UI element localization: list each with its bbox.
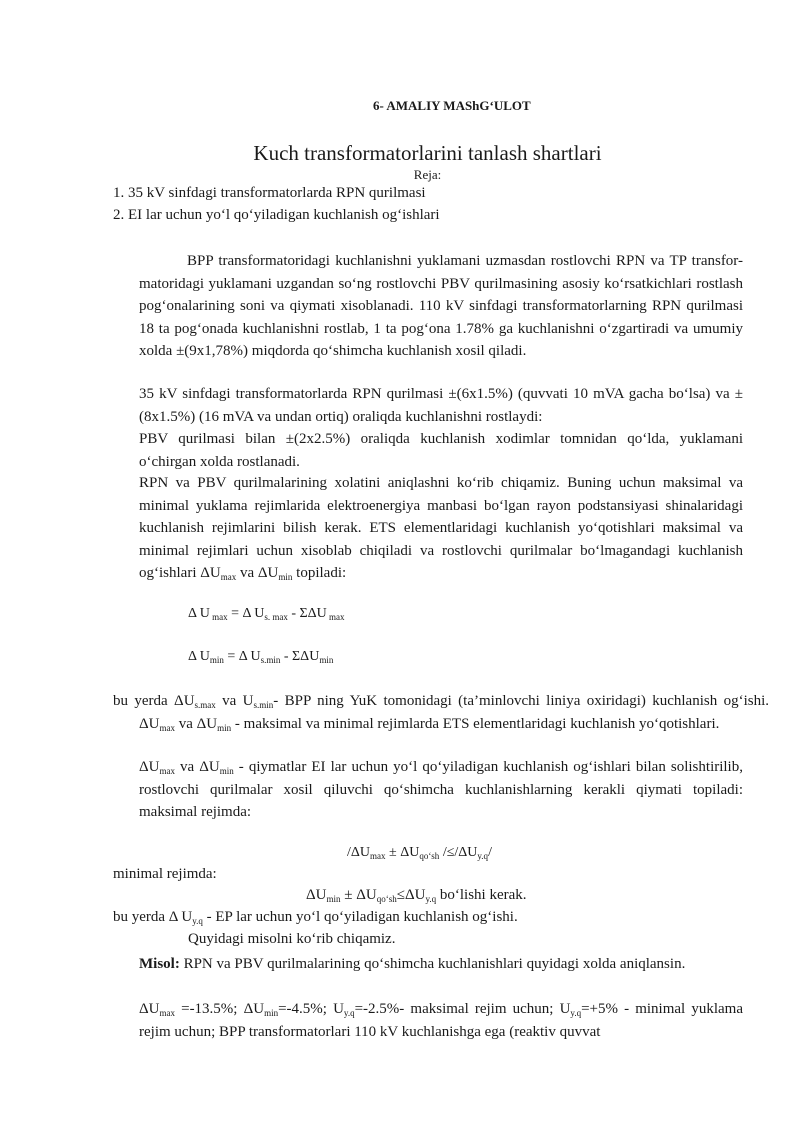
paragraph-example-intro: Quyidagi misolni ko‘rib chiqamiz. — [188, 931, 396, 947]
paragraph-example-values: $\Delta U_{max} =-13.5\%$; $\Delta U_{min}=-4.5\%$; $U_{y.q}=-2.5\%-$ maksimal rejim uchun; $U_{y.q}=+5\%$ - minimal yuklama rejim uchun; BPP transformatorlari 110 kV kuchlanishga ega (reaktiv quvvat — [139, 1001, 743, 1040]
practical-lesson-header: 6- AMALIY MAShG‘ULOT — [373, 98, 531, 113]
plan-label: Reja: — [413, 167, 442, 182]
paragraph-example-task: Misol: RPN va PBV qurilmalarining qo‘shimcha kuchlanishlari quyidagi xolda aniqlansin. — [139, 956, 686, 972]
plan-item-2: 2. EI lar uchun yo‘l qo‘yiladigan kuchlanish og‘ishlari — [113, 207, 440, 223]
paragraph-where-yq: bu yerda Δ $U_{y.q}$ - EP lar uchun yo‘l qo‘yiladigan kuchlanish og‘ishi. — [113, 909, 518, 926]
minimal-regime-label: minimal rejimda: — [113, 866, 217, 882]
plan-item-1: 1. 35 kV sinfdagi transformatorlarda RPN qurilmasi — [113, 185, 426, 201]
paragraph-comparison: $\Delta U_{max}$ va $\Delta U_{min}$ - qiymatlar EI lar uchun yo‘l qo‘yiladigan kuchlanish og‘ishlari bilan solishtirilib, rostlovchi qurilmalar xosil qiluvchi qo‘shimcha kuchlanishlarning kerakli qiymati topiladi: maksimal rejimda: — [139, 759, 743, 821]
formula-delta-u-max: Δ U $_{max}$ = Δ $U_{s. max}$ - ΣΔU $_{max}$ — [188, 606, 345, 622]
formula-max-regime: $/\Delta U_{max} \pm \Delta U_{qo‘sh}$ $/\le/\Delta U_{y.q}/$ — [347, 845, 492, 861]
paragraph-pbv-range: PBV qurilmasi bilan ±(2x2.5%) oraliqda kuchlanish xodimlar tomnidan qo‘lda, yuklamani o‘chirgan xolda rostlanadi. — [139, 431, 743, 470]
paragraph-where-definitions: bu yerda $\Delta U_{s.max}$ va $U_{s.min}-$ BPP ning YuK tomonidagi (ta’minlovchi liniya oxiridagi) kuchlanish og‘ishi. $\Delta U_{max}$ va $\Delta U_{min}$ - maksimal va minimal rejimlarda ETS elementlaridagi kuchlanish yo‘qotishlari. — [113, 693, 769, 733]
paragraph-rpn-pbv-intro: BPP transformatoridagi kuchlanishni yuklamani uzmasdan rostlovchi RPN va TP transfor-matoridagi yuklamani uzgandan so‘ng rostlovchi PBV qurilmasining asosiy ko‘rsatkichlari rostlash pog‘onalarining soni va qiymati xisoblanadi. 110 kV sinfdagi transformatorlarning RPN qurilmasi 18 ta pog‘onada kuchlanishni rostlab, 1 ta pog‘ona 1.78% ga kuchlanishni o‘zgartiradi va umumiy xolda ±(9x1,78%) miqdorda qo‘shimcha kuchlanish xosil qiladi. — [139, 253, 743, 360]
formula-delta-u-min: Δ $U_{min} = \Delta$ $U_{s.min} - \Sigma\Delta U_{min}$ — [188, 649, 334, 665]
page-title: Kuch transformatorlarini tanlash shartlari — [253, 141, 602, 165]
formula-min-regime: $\Delta U_{min} \pm \Delta U_{qo‘sh}\le\Delta U_{y.q}$ bo‘lishi kerak. — [306, 887, 527, 904]
paragraph-voltage-regimes: RPN va PBV qurilmalarining xolatini aniqlashni ko‘rib chiqamiz. Buning uchun maksimal va minimal yuklama rejimlarida elektroenergiya manbasi bo‘lgan rayon podstansiyasi shinalaridagi kuchlanish rejimlarini bilish kerak. ETS elementlaridagi kuchlanish yo‘qotishlari maksimal va minimal rejimlari uchun xisoblab chiqiladi va rostlovchi qurilmalar bo‘lmagandagi kuchlanish og‘ishlari $\Delta U_{max}$ va $\Delta U_{min}$ topiladi: — [139, 475, 743, 583]
paragraph-35kv-rpn: 35 kV sinfdagi transformatorlarda RPN qurilmasi ±(6x1.5%) (quvvati 10 mVA gacha bo‘lsa) va ±(8x1.5%) (16 mVA va undan ortiq) oraliqda kuchlanishni rostlaydi: — [139, 386, 743, 425]
